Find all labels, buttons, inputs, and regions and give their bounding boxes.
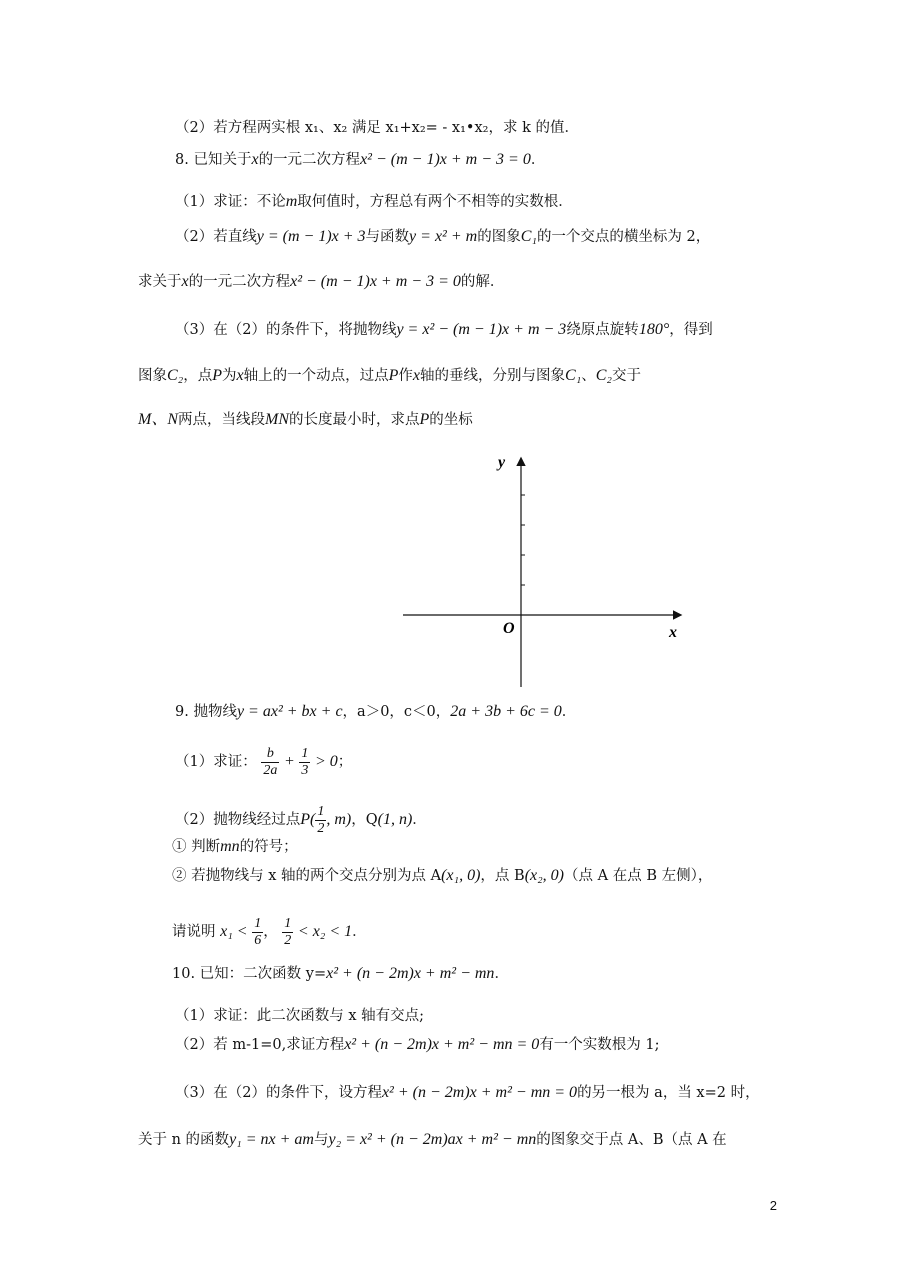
problem-10-part-3: （3）在（2）的条件下，设方程x² + (n − 2m)x + m² − mn = 0的另一根为 a，当 x=2 时， (175, 1084, 760, 1101)
fraction-b-over-2a: $\frac{b}{2a}$ (263, 745, 278, 778)
problem-8-part-2-cont: 求关于x的一元二次方程x² − (m − 1)x + m − 3 = 0的解． (138, 273, 505, 290)
fraction-1-over-2: $\frac{1}{2}$ (317, 803, 325, 836)
problem-10-part-3-cont: 关于 n 的函数y₁ = nx + am与y₂ = x² + (n − 2m)ax + m² − mn的图象交于点 A、B（点 A 在 (138, 1131, 727, 1148)
page-number: 2 (769, 1198, 777, 1213)
fraction-1-over-3: $\frac{1}{3}$ (301, 745, 309, 778)
fraction-1-over-6: $\frac{1}{6}$ (254, 915, 262, 948)
problem-8-part-1: （1）求证：不论m取何值时，方程总有两个不相等的实数根． (175, 193, 573, 210)
origin-label: O (503, 620, 515, 637)
x-axis-label: x (669, 624, 677, 641)
problem-9-item-1: ① 判断mn的符号； (172, 838, 298, 855)
problem-9-item-2: ② 若抛物线与 x 轴的两个交点分别为点 A(x₁, 0)，点 B(x₂, 0)（点 A 在点 B 左侧）， (172, 867, 713, 884)
problem-10-title: 10. 已知：二次函数 y=x² + (n − 2m)x + m² − mn． (172, 965, 509, 982)
problem-9-part-1: （1）求证： $\frac{b}{2a}$ + $\frac{1}{3}$ > 0； (175, 745, 353, 778)
problem-8-part-3: （3）在（2）的条件下，将抛物线y = x² − (m − 1)x + m − 3绕原点旋转180°，得到 (175, 321, 713, 338)
text-line: （2）若方程两实根 x₁、x₂ 满足 x₁+x₂= - x₁•x₂，求 k 的值． (175, 120, 579, 136)
fraction-1-over-2-b: $\frac{1}{2}$ (284, 915, 292, 948)
problem-8-part-3-cont: 图象C₂，点P为x轴上的一个动点，过点P作x轴的垂线，分别与图象C₁、C₂交于 (138, 367, 641, 384)
problem-8-part-2: （2）若直线y = (m − 1)x + 3与函数y = x² + m的图象C₁的一个交点的横坐标为 2， (175, 228, 711, 245)
problem-10-part-2: （2）若 m-1=0,求证方程x² + (n − 2m)x + m² − mn = 0有一个实数根为 1; (175, 1036, 660, 1053)
problem-9-item-2-cont: 请说明 x₁ < $\frac{1}{6}$ ， $\frac{1}{2}$ < x₂ < 1． (172, 915, 367, 948)
problem-9-title: 9. 抛物线y = ax² + bx + c，a＞0，c＜0，2a + 3b + 6c = 0． (175, 703, 577, 720)
y-axis-label: y (498, 454, 506, 471)
problem-9-part-2: （2）抛物线经过点P( $\frac{1}{2}$ , m)，Q(1, n)． (175, 803, 427, 836)
problem-10-part-1: （1）求证：此二次函数与 x 轴有交点; (175, 1008, 425, 1024)
problem-8-part-3-cont2: M、N两点，当线段MN的长度最小时，求点P的坐标 (138, 411, 473, 428)
problem-8-title: 8. 已知关于x的一元二次方程x² − (m − 1)x + m − 3 = 0． (175, 151, 546, 168)
coordinate-graph (395, 445, 695, 695)
